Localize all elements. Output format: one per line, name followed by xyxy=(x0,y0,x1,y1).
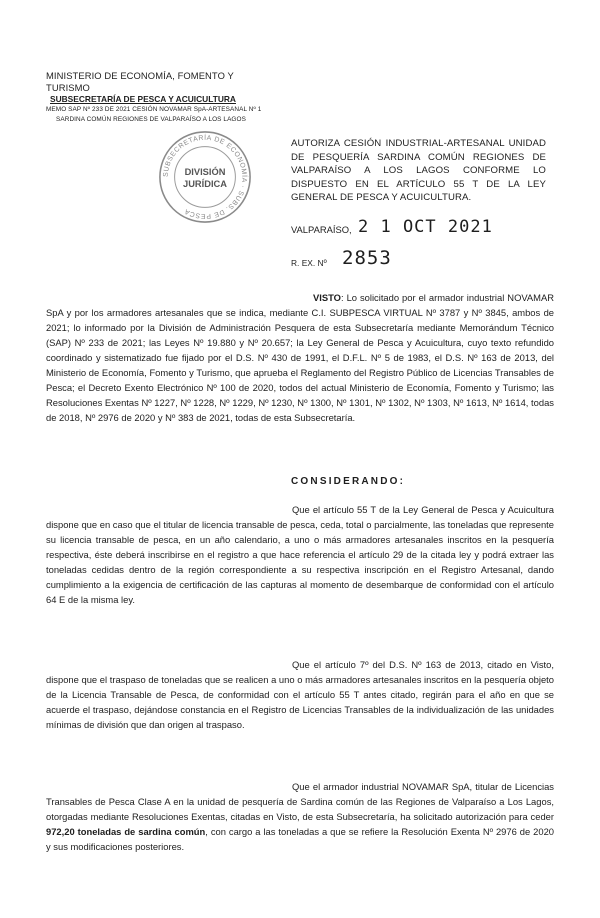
paragraph-3-text-b: , con cargo a las toneladas a que se refiere la Resolución Exenta Nº 2976 de 2020 y sus modificaciones posteriores. xyxy=(46,826,555,852)
paragraph-3-tonnage: 972,20 toneladas de sardina común xyxy=(46,826,206,837)
subsecretaria-name: SUBSECRETARÍA DE PESCA Y ACUICULTURA xyxy=(50,94,236,104)
reference-line-2: SARDINA COMÚN REGIONES DE VALPARAÍSO A LOS LAGOS xyxy=(56,116,246,123)
resolution-title: AUTORIZA CESIÓN INDUSTRIAL-ARTESANAL UNIDAD DE PESQUERÍA SARDINA COMÚN REGIONES DE VALPARAÍSO A LOS LAGOS CONFORME LO DISPUESTO EN EL ARTÍCULO 55 T DE LA LEY GENERAL DE PESCA Y ACUICULTURA. xyxy=(291,138,546,203)
considerando-heading: CONSIDERANDO: xyxy=(291,476,406,487)
visto-paragraph xyxy=(46,290,554,425)
paragraph-1-text: Que el artículo 55 T de la Ley General de Pesca y Acuicultura dispone que en caso que el titular de licencia transable de pesca, ceda, total o parcialmente, las toneladas que represente su licencia transable de pesca, en un año calendario, a uno o más armadores artesanales inscritos en la pesquería respectiva, éste deberá inscribirse en el registro a que hace referencia el artículo 29 de la citada ley y podrá extraer las toneladas cedidas dentro de la región correspondiente a su respectiva inscripción en el Registro Artesanal, dando cumplimiento a la exigencia de certificación de las capturas al momento de desembarque de conformidad con el artículo 64 E de la misma ley. xyxy=(46,504,554,605)
visto-text: : Lo solicitado por el armador industrial NOVAMAR SpA y por los armadores artesanales que se indica, mediante C.I. SUBPESCA VIRTUAL Nº 3787 y Nº 3845, ambos de 2021; lo informado por la División de Administración Pesquera de esta Subsecretaría mediante Memorándum Técnico (SAP) Nº 233 de 2021; las Leyes Nº 19.880 y Nº 20.657; la Ley General de Pesca y Acuicultura, cuyo texto refundido coordinado y sistematizado fue fijado por el D.S. Nº 430 de 1991, el D.F.L. Nº 5 de 1983, el D.S. Nº 163 de 2013, del Ministerio de Economía, Fomento y Turismo, que aprueba el Reglamento del Registro Público de Licencias Transables de Pesca; el Decreto Exento Electrónico Nº 100 de 2020, todos del actual Ministerio de Economía, Fomento y Turismo; las Resoluciones Exentas Nº 1227, Nº 1228, Nº 1229, Nº 1230, Nº 1300, Nº 1301, Nº 1302, Nº 1303, Nº 1613, Nº 1614, todas de 2018, Nº 2976 de 2020 y Nº 383 de 2021, todas de esta Subsecretaría. xyxy=(46,292,554,423)
stamp-line-2: JURÍDICA xyxy=(183,178,227,189)
stamp-ring-text: SUBSECRETARÍA DE ECONOMÍA · SUBS. DE PESCA xyxy=(162,134,248,220)
paragraph-2-text: Que el artículo 7º del D.S. Nº 163 de 2013, citado en Visto, dispone que el traspaso de toneladas que se realicen a uno o más armadores artesanales inscritos en la pesquería objeto de la Licencia Transable de Pesca, de conformidad con el artículo 55 T antes citado, regirán para el año en que se acuerde el traspaso, dejándose constancia en el Registro de Licencias Transables de la individualización de las unidades mínimas de división que dan origen al traspaso. xyxy=(46,659,554,730)
paragraph-3-text-a: Que el armador industrial NOVAMAR SpA, titular de Licencias Transables de Pesca Clase A en la unidad de pesquería de Sardina común de las Regiones de Valparaíso a Los Lagos, otorgadas mediante Resoluciones Exentas, citadas en Visto, de esta Subsecretaría, ha solicitado autorización para ceder xyxy=(46,781,554,822)
division-juridica-stamp xyxy=(156,128,254,226)
rex-label: R. EX. Nº xyxy=(291,258,327,268)
visto-label: VISTO xyxy=(313,292,341,303)
considerando-paragraph-1 xyxy=(46,502,554,607)
reference-line-1: MEMO SAP Nº 233 DE 2021 CESIÓN NOVAMAR SpA-ARTESANAL Nº 1 xyxy=(46,106,262,113)
considerando-paragraph-2 xyxy=(46,657,554,732)
rex-number: 2853 xyxy=(342,247,392,269)
stamp-line-1: DIVISIÓN xyxy=(184,167,226,178)
considerando-paragraph-3 xyxy=(46,779,554,854)
letterhead xyxy=(46,70,276,125)
ministry-name: MINISTERIO DE ECONOMÍA, FOMENTO Y TURISMO xyxy=(46,70,234,93)
date-stamp: 2 1 OCT 2021 xyxy=(358,217,493,237)
place-label: VALPARAÍSO, xyxy=(291,224,352,235)
